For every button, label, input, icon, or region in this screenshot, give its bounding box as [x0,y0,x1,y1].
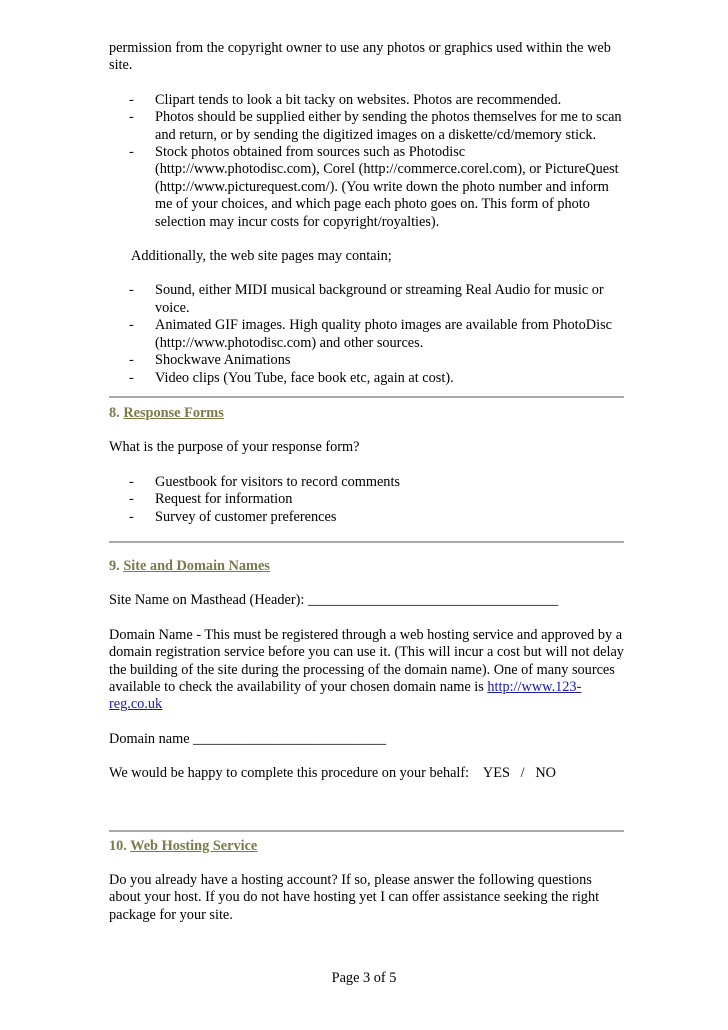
list-item: - Shockwave Animations [129,352,291,369]
section-number: 9. [109,557,120,574]
bullet-dash: - [129,352,134,369]
document-page [109,40,624,924]
response-form-list [109,474,624,526]
bullet-dash: - [129,109,134,126]
hosting-paragraph: Do you already have a hosting account? If so, please answer the following questions about your host. If you do not have hosting yet I can offer assistance seeking the right package for your site. [109,872,600,923]
bullet-dash: - [129,491,134,508]
list-item: - Stock photos obtained from sources such as Photodisc (http://www.photodisc.com), Corel (http://commerce.corel.com), or PictureQuest (http://www.picturequest.com/). (You write down the photo number and inform me of your choices, and which page each photo goes on. This form of photo selection may incur costs for copyright/royalties). [129,144,619,230]
section-number: 8. [109,404,120,421]
additionally-paragraph: Additionally, the web site pages may contain; [131,248,392,265]
section-title: Web Hosting Service [130,837,258,854]
section-9-heading [109,558,624,575]
domain-check-link[interactable]: http://www.123-reg.co.uk [109,678,582,713]
list-item: - Guestbook for visitors to record comments [129,473,400,490]
intro-paragraph: permission from the copyright owner to use any photos or graphics used within the web site. [109,40,611,74]
bullet-dash: - [129,369,134,386]
bullet-dash: - [129,508,134,525]
page-number: Page 3 of 5 [331,970,397,986]
response-form-question: What is the purpose of your response form? [109,439,360,456]
site-name-field: Site Name on Masthead (Header): ___________________________________ [109,592,559,609]
section-title: Response Forms [123,404,224,421]
list-item: - Video clips (You Tube, face book etc, again at cost). [129,369,454,386]
list-item: - Animated GIF images. High quality photo images are available from PhotoDisc (http://www.photodisc.com) and other sources. [129,317,613,351]
page-contents-list [109,282,624,386]
section-10-heading [109,838,624,855]
page-footer [0,970,728,987]
list-item: - Clipart tends to look a bit tacky on websites. Photos are recommended. [129,91,562,108]
bullet-dash: - [129,91,134,108]
list-item: - Photos should be supplied either by sending the photos themselves for me to scan and return, or by sending the digitized images on a diskette/cd/memory stick. [129,109,622,143]
bullet-dash: - [129,473,134,490]
bullet-dash: - [129,144,134,161]
domain-name-paragraph: Domain Name - This must be registered through a web hosting service and approved by a domain registration service before you can use it. (This will incur a cost but will not delay the building of the site during the processing of the domain name). One of many sources available to check the availability of your chosen domain name is http://www.123-reg.co.uk [109,626,624,713]
section-8-heading [109,405,624,422]
section-number: 10. [109,837,127,854]
bullet-dash: - [129,317,134,334]
list-item: - Sound, either MIDI musical background or streaming Real Audio for music or voice. [129,282,604,316]
section-title: Site and Domain Names [123,557,270,574]
bullet-dash: - [129,282,134,299]
list-item: - Request for information [129,491,293,508]
list-item: - Survey of customer preferences [129,508,337,525]
procedure-question: We would be happy to complete this procedure on your behalf: YES / NO [109,765,556,782]
domain-name-field: Domain name ___________________________ [109,730,387,747]
photo-notes-list [109,92,624,231]
